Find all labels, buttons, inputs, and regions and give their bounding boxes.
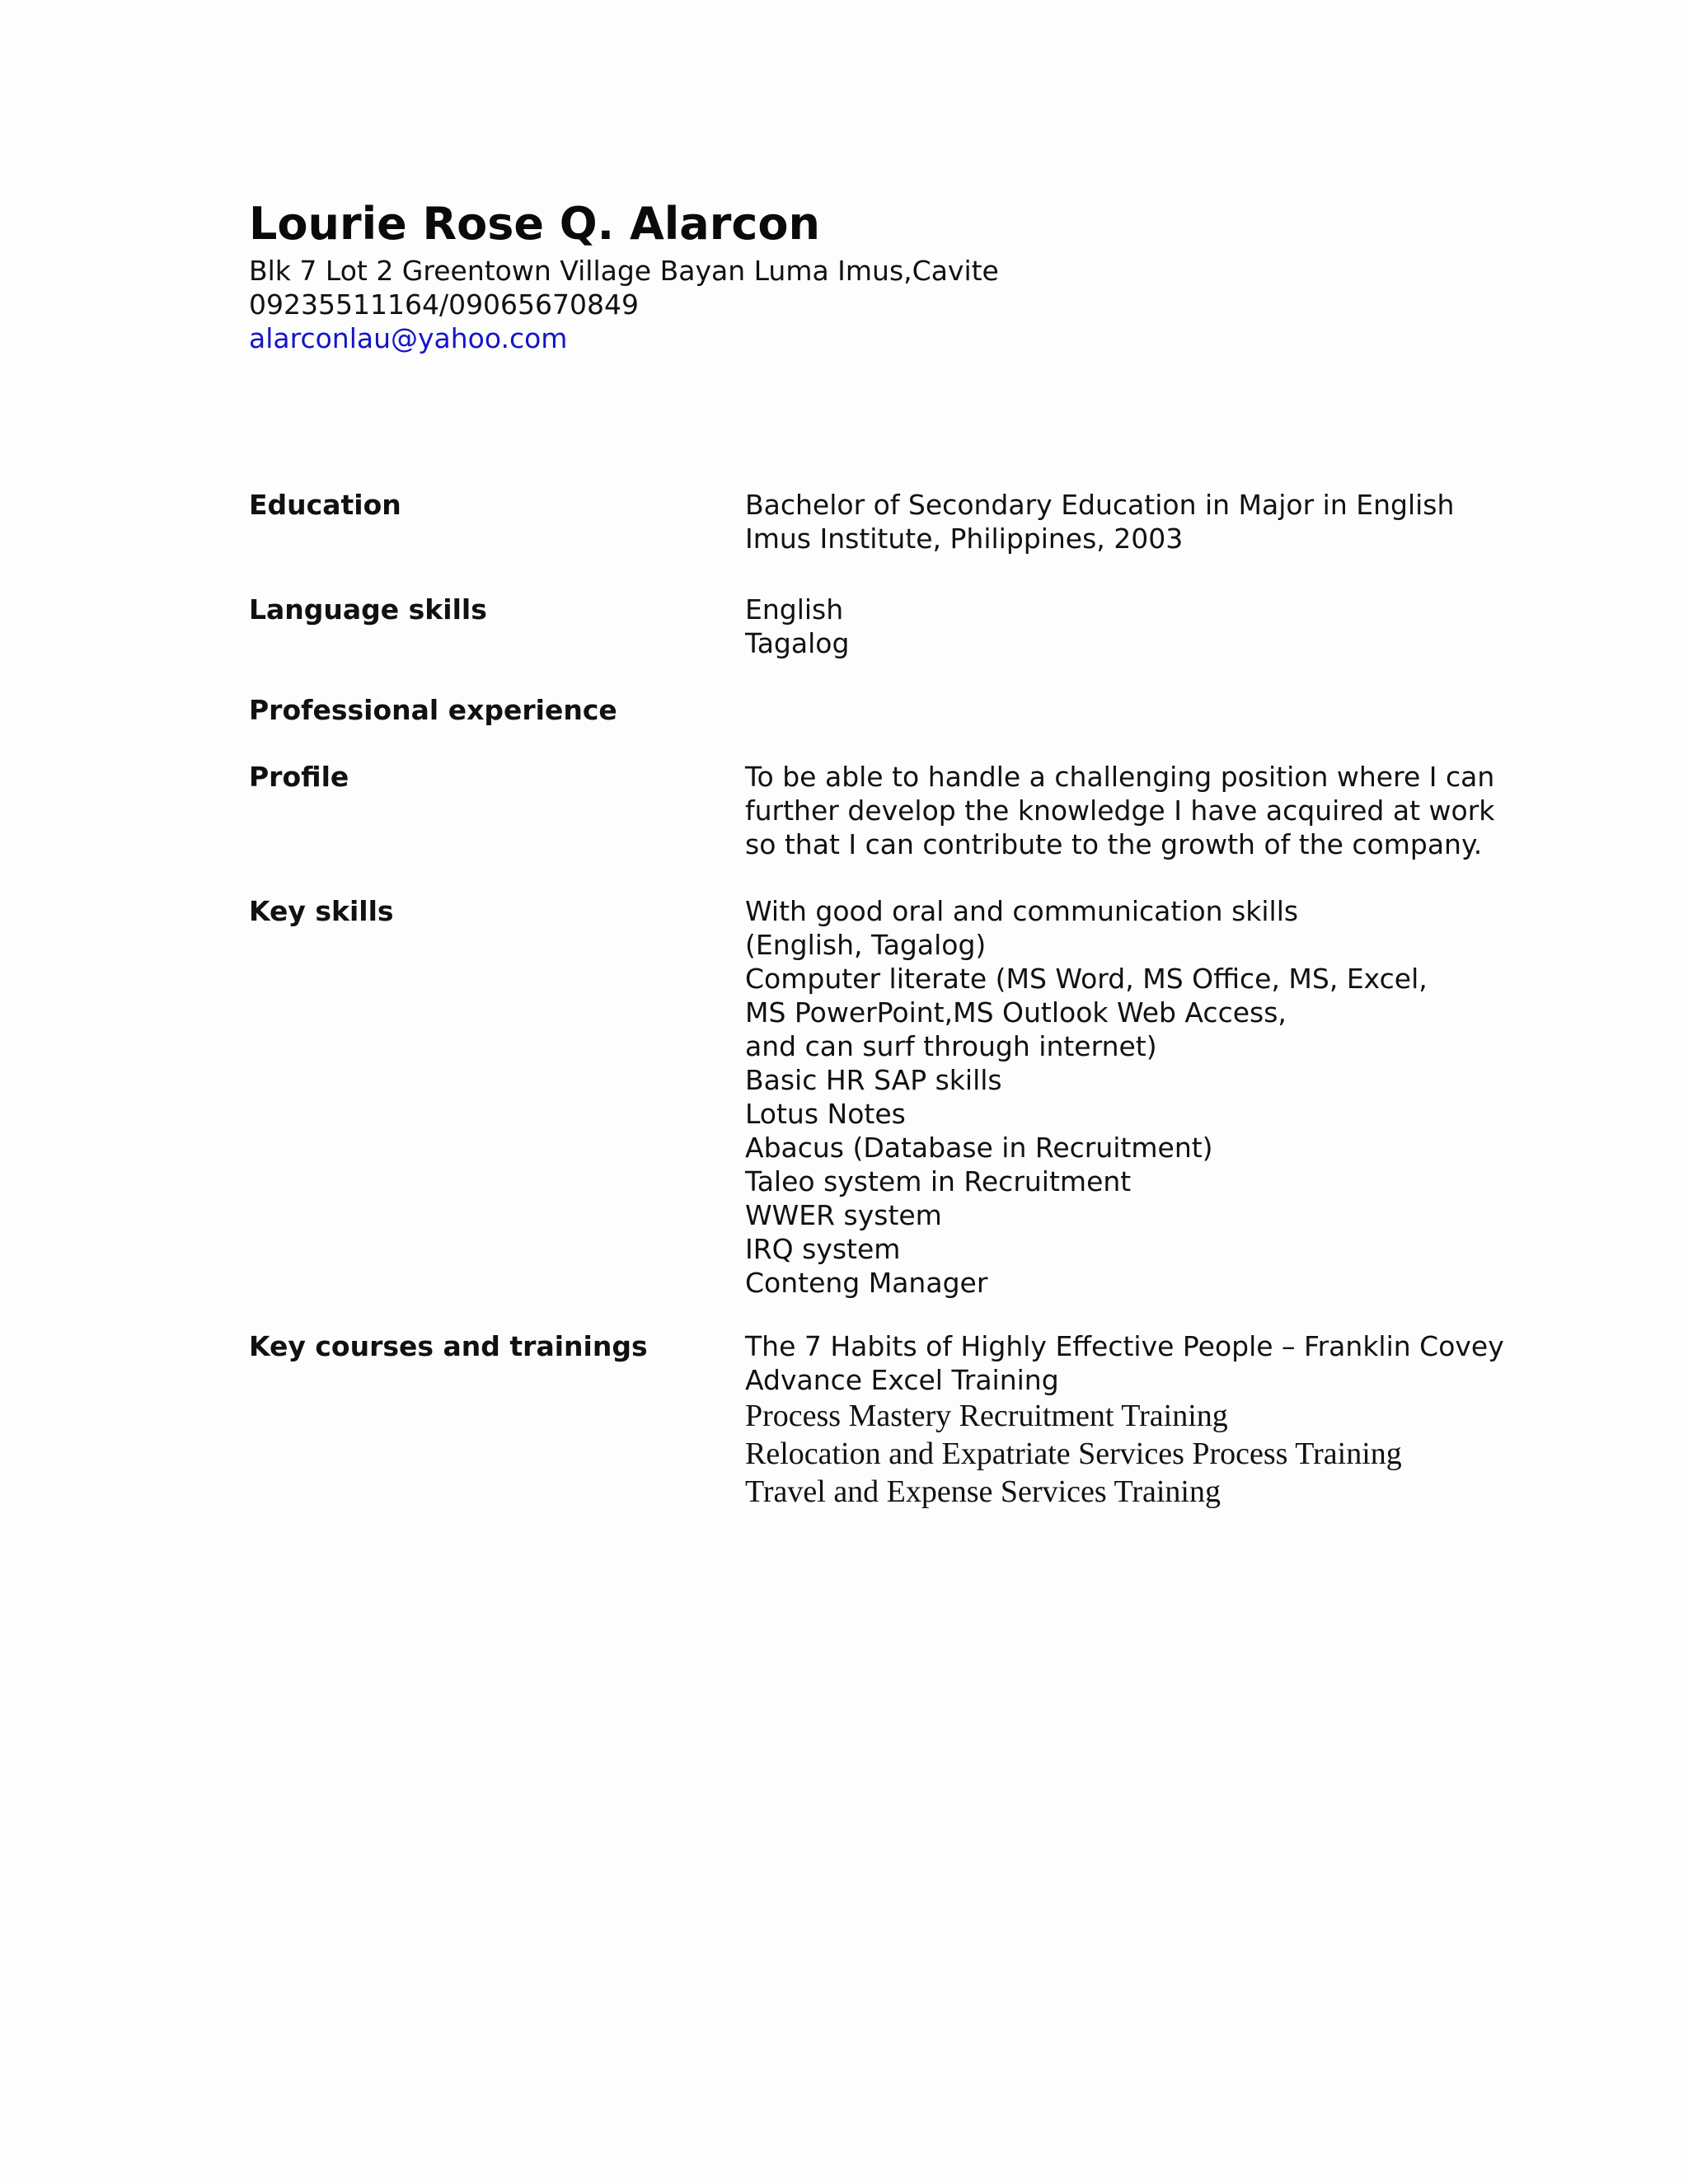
skill-line: Computer literate (MS Word, MS Office, MS, Excel, (745, 963, 1428, 995)
skill-line: Taleo system in Recruitment (745, 1165, 1132, 1197)
section-content-education (745, 488, 1454, 555)
course-line: Advance Excel Training (745, 1364, 1059, 1396)
profile-line: To be able to handle a challenging position where I can (745, 761, 1495, 793)
education-line: Bachelor of Secondary Education in Major in English (745, 489, 1455, 521)
skill-line: (English, Tagalog) (745, 929, 987, 961)
skill-line: Basic HR SAP skills (745, 1064, 1002, 1096)
section-content-key-courses (745, 1329, 1504, 1511)
email-link[interactable]: alarconlau@yahoo.com (249, 322, 568, 354)
skill-line: IRQ system (745, 1233, 901, 1265)
profile-line: further develop the knowledge I have acquired at work (745, 794, 1495, 827)
course-line: Travel and Expense Services Training (745, 1474, 1221, 1509)
phone-numbers: 09235511164/09065670849 (249, 288, 640, 321)
section-label-professional-experience: Professional experience (249, 694, 617, 726)
section-label-education: Education (249, 489, 401, 521)
candidate-name: Lourie Rose Q. Alarcon (249, 198, 820, 250)
skill-line: Abacus (Database in Recruitment) (745, 1132, 1213, 1164)
profile-line: so that I can contribute to the growth of the company. (745, 828, 1483, 860)
skill-line: Lotus Notes (745, 1098, 906, 1130)
language-item: English (745, 593, 844, 626)
skill-line: MS PowerPoint,MS Outlook Web Access, (745, 996, 1287, 1029)
section-label-language-skills: Language skills (249, 593, 487, 626)
skill-line: WWER system (745, 1199, 942, 1231)
section-content-profile (745, 760, 1494, 861)
course-line: Process Mastery Recruitment Training (745, 1399, 1228, 1433)
language-item: Tagalog (745, 627, 850, 659)
address: Blk 7 Lot 2 Greentown Village Bayan Luma Imus,Cavite (249, 255, 999, 287)
section-content-language-skills (745, 593, 849, 660)
section-label-profile: Profile (249, 761, 349, 793)
section-content-key-skills (745, 894, 1428, 1300)
skill-line: With good oral and communication skills (745, 895, 1299, 927)
education-line: Imus Institute, Philippines, 2003 (745, 523, 1184, 555)
section-label-key-skills: Key skills (249, 895, 394, 927)
skill-line: and can surf through internet) (745, 1030, 1157, 1062)
course-line: The 7 Habits of Highly Effective People – Franklin Covey (745, 1330, 1504, 1362)
skill-line: Conteng Manager (745, 1267, 988, 1299)
section-label-key-courses: Key courses and trainings (249, 1330, 648, 1362)
resume-header (249, 198, 999, 355)
course-line: Relocation and Expatriate Services Process Training (745, 1436, 1402, 1471)
